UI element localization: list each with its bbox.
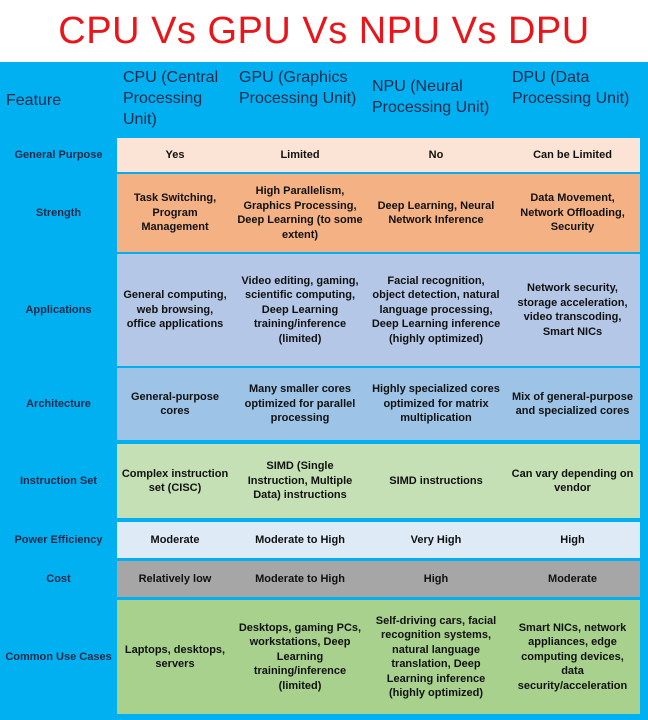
row-general-purpose [0,138,648,172]
cell-cpu: Moderate [150,533,200,546]
cell-npu: High [423,572,449,585]
row-label: Instruction Set [19,474,97,487]
cell-npu: Facial recognition, object detection, natural language processing, Deep Learning inference (highly optimized) [371,274,501,345]
row-label: Cost [46,572,71,585]
cell-cpu: Relatively low [138,572,212,585]
header-feature: Feature [6,92,62,109]
cell-cpu: Complex instruction set (CISC) [121,467,229,494]
cell-gpu: Many smaller cores optimized for parallel processing [244,383,356,425]
page-title: CPU Vs GPU Vs NPU Vs DPU [58,10,590,52]
cell-dpu: Mix of general-purpose and specialized cores [511,390,634,417]
cell-dpu: High [560,533,585,546]
row-label: Applications [25,303,92,316]
cell-cpu: General-purpose cores [130,390,220,417]
header-gpu: GPU (Graphics Processing Unit) [239,69,357,107]
row-label: Architecture [26,397,91,410]
cell-gpu: Moderate to High [255,572,345,585]
cell-cpu: General computing, web browsing, office applications [123,289,227,331]
cell-gpu: Video editing, gaming, scientific computing, Deep Learning training/inference (limited) [241,274,359,345]
row-label: Power Efficiency [14,533,103,546]
cell-dpu: Data Movement, Network Offloading, Security [520,192,625,234]
row-instruction-set [0,444,648,518]
cell-npu: SIMD instructions [389,474,483,487]
cell-npu: Very High [410,533,462,546]
row-common-use-cases [0,600,648,714]
cell-gpu: Moderate to High [255,533,345,546]
header-cpu: CPU (Central Processing Unit) [123,69,219,128]
cell-cpu: Task Switching, Program Management [133,192,217,234]
row-architecture [0,368,648,440]
row-applications [0,254,648,366]
cell-gpu: SIMD (Single Instruction, Multiple Data) instructions [247,460,353,502]
cell-npu: Self-driving cars, facial recognition systems, natural language translation, Deep Learning inference (highly optimized) [375,614,497,699]
header-dpu: DPU (Data Processing Unit) [512,69,630,107]
cell-dpu: Moderate [548,572,597,585]
row-label: General Purpose [14,148,103,161]
row-strength [0,174,648,252]
cell-npu: No [428,148,444,161]
cell-gpu: Desktops, gaming PCs, workstations, Deep Learning training/inference (limited) [238,621,362,692]
cell-npu: Deep Learning, Neural Network Inference [377,199,495,226]
cell-cpu: Yes [165,148,185,161]
cell-dpu: Can vary depending on vendor [511,467,634,494]
cell-gpu: Limited [280,148,320,161]
cell-dpu: Network security, storage acceleration, video transcoding, Smart NICs [517,282,628,338]
cell-gpu: High Parallelism, Graphics Processing, Deep Learning (to some extent) [237,185,363,241]
cell-cpu: Laptops, desktops, servers [124,643,226,670]
row-power-efficiency [0,522,648,558]
cell-dpu: Smart NICs, network appliances, edge computing devices, data security/acceleration [517,621,628,692]
header-npu: NPU (Neural Processing Unit) [372,78,490,116]
cell-dpu: Can be Limited [533,148,612,161]
row-cost [0,561,648,597]
comparison-table [0,62,648,720]
row-label: Common Use Cases [5,650,112,663]
row-label: Strength [35,206,82,219]
cell-npu: Highly specialized cores optimized for matrix multiplication [372,383,500,425]
